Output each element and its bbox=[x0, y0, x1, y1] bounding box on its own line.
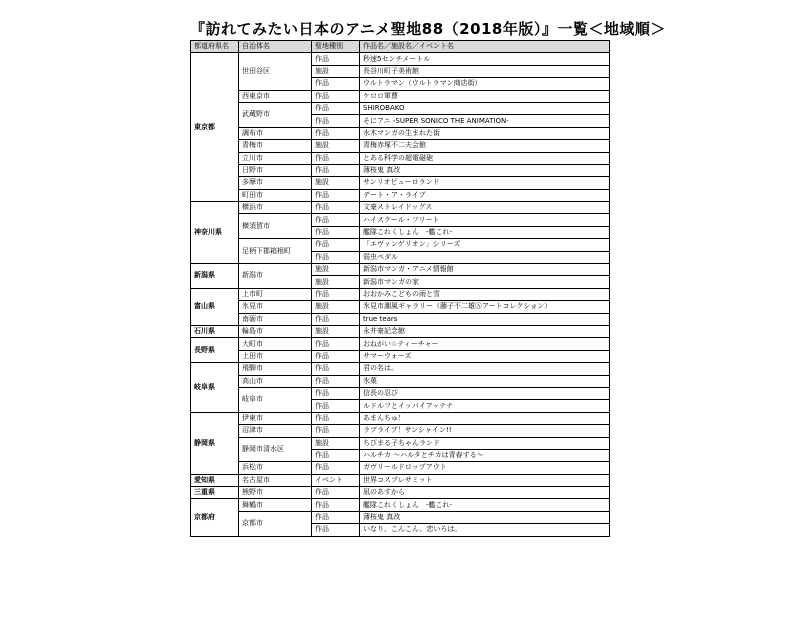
municipality-cell: 沼津市 bbox=[239, 425, 312, 437]
table-row bbox=[191, 387, 610, 399]
municipality-cell: 調布市 bbox=[239, 127, 312, 139]
title-cell: デート・ア・ライブ bbox=[360, 189, 610, 201]
title-cell: 新潟市マンガ・アニメ情報館 bbox=[360, 264, 610, 276]
title-cell: ラブライブ！サンシャイン!! bbox=[360, 425, 610, 437]
type-cell: イベント bbox=[312, 474, 360, 486]
table-row bbox=[191, 214, 610, 226]
title-cell: 君の名は。 bbox=[360, 363, 610, 375]
table-row bbox=[191, 499, 610, 511]
title-cell: 弱虫ペダル bbox=[360, 251, 610, 263]
type-cell: 作品 bbox=[312, 313, 360, 325]
municipality-cell: 伊東市 bbox=[239, 412, 312, 424]
prefecture-cell: 神奈川県 bbox=[191, 202, 239, 264]
table-row bbox=[191, 189, 610, 201]
type-cell: 作品 bbox=[312, 226, 360, 238]
title-cell: サンリオピューロランド bbox=[360, 177, 610, 189]
title-cell: ちびまる子ちゃんランド bbox=[360, 437, 610, 449]
title-cell: 永井豪記念館 bbox=[360, 325, 610, 337]
type-cell: 作品 bbox=[312, 102, 360, 114]
anime-pilgrimage-table bbox=[190, 40, 610, 537]
type-cell: 作品 bbox=[312, 78, 360, 90]
title-cell: 信長の忍び bbox=[360, 387, 610, 399]
municipality-cell: 静岡市清水区 bbox=[239, 437, 312, 462]
prefecture-cell: 新潟県 bbox=[191, 264, 239, 289]
type-cell: 作品 bbox=[312, 363, 360, 375]
type-cell: 作品 bbox=[312, 375, 360, 387]
type-cell: 作品 bbox=[312, 449, 360, 461]
type-cell: 作品 bbox=[312, 251, 360, 263]
municipality-cell: 日野市 bbox=[239, 164, 312, 176]
type-cell: 施設 bbox=[312, 437, 360, 449]
municipality-cell: 大町市 bbox=[239, 338, 312, 350]
municipality-cell: 熊野市 bbox=[239, 487, 312, 499]
type-cell: 施設 bbox=[312, 301, 360, 313]
type-cell: 作品 bbox=[312, 115, 360, 127]
title-cell: 秒速5センチメートル bbox=[360, 53, 610, 65]
table-row bbox=[191, 140, 610, 152]
title-cell: ウルトラマン（ウルトラマン商店街） bbox=[360, 78, 610, 90]
municipality-cell: 京都市 bbox=[239, 511, 312, 536]
type-cell: 作品 bbox=[312, 412, 360, 424]
type-cell: 作品 bbox=[312, 487, 360, 499]
title-cell: ルドルフとイッパイアッテナ bbox=[360, 400, 610, 412]
municipality-cell: 浜松市 bbox=[239, 462, 312, 474]
type-cell: 作品 bbox=[312, 400, 360, 412]
municipality-cell: 西東京市 bbox=[239, 90, 312, 102]
municipality-cell: 新潟市 bbox=[239, 264, 312, 289]
table-row bbox=[191, 474, 610, 486]
municipality-cell: 世田谷区 bbox=[239, 53, 312, 90]
prefecture-cell: 東京都 bbox=[191, 53, 239, 202]
title-cell: おねがい☆ティーチャー bbox=[360, 338, 610, 350]
title-cell: ケロロ軍曹 bbox=[360, 90, 610, 102]
type-cell: 作品 bbox=[312, 127, 360, 139]
municipality-cell: 横須賀市 bbox=[239, 214, 312, 239]
table-row bbox=[191, 127, 610, 139]
type-cell: 施設 bbox=[312, 140, 360, 152]
municipality-cell: 南砺市 bbox=[239, 313, 312, 325]
title-cell: あまんちゅ！ bbox=[360, 412, 610, 424]
municipality-cell: 多摩市 bbox=[239, 177, 312, 189]
table-row bbox=[191, 53, 610, 65]
title-cell: そにアニ -SUPER SONICO THE ANIMATION- bbox=[360, 115, 610, 127]
title-cell: 文豪ストレイドッグス bbox=[360, 202, 610, 214]
type-cell: 作品 bbox=[312, 189, 360, 201]
title-cell: true tears bbox=[360, 313, 610, 325]
municipality-cell: 立川市 bbox=[239, 152, 312, 164]
municipality-cell: 横浜市 bbox=[239, 202, 312, 214]
title-cell: 水木マンガの生まれた街 bbox=[360, 127, 610, 139]
document-title: 『訪れてみたい日本のアニメ聖地88（2018年版）』一覧＜地域順＞ bbox=[190, 20, 666, 38]
type-cell: 作品 bbox=[312, 425, 360, 437]
title-cell: 青梅赤塚不二夫会館 bbox=[360, 140, 610, 152]
table-row bbox=[191, 102, 610, 114]
table-row bbox=[191, 90, 610, 102]
municipality-cell: 名古屋市 bbox=[239, 474, 312, 486]
prefecture-cell: 愛知県 bbox=[191, 474, 239, 486]
title-cell: 「エヴァンゲリオン」シリーズ bbox=[360, 239, 610, 251]
municipality-cell: 足柄下郡箱根町 bbox=[239, 239, 312, 264]
title-cell: サマーウォーズ bbox=[360, 350, 610, 362]
title-cell: おおかみこどもの雨と雪 bbox=[360, 288, 610, 300]
type-cell: 作品 bbox=[312, 90, 360, 102]
municipality-cell: 上田市 bbox=[239, 350, 312, 362]
title-cell: 薄桜鬼 真改 bbox=[360, 511, 610, 523]
table-row bbox=[191, 350, 610, 362]
type-cell: 施設 bbox=[312, 65, 360, 77]
table-row bbox=[191, 288, 610, 300]
type-cell: 作品 bbox=[312, 499, 360, 511]
title-cell: ハルチカ ～ハルタとチカは青春する～ bbox=[360, 449, 610, 461]
title-cell: 氷見市潮風ギャラリー（藤子不二雄Ⓐアートコレクション） bbox=[360, 301, 610, 313]
type-cell: 作品 bbox=[312, 350, 360, 362]
table-row bbox=[191, 425, 610, 437]
table-row bbox=[191, 177, 610, 189]
type-cell: 作品 bbox=[312, 288, 360, 300]
prefecture-cell: 静岡県 bbox=[191, 412, 239, 474]
municipality-cell: 舞鶴市 bbox=[239, 499, 312, 511]
prefecture-cell: 富山県 bbox=[191, 288, 239, 325]
table-row bbox=[191, 301, 610, 313]
table-row bbox=[191, 412, 610, 424]
type-cell: 作品 bbox=[312, 202, 360, 214]
table-header-row bbox=[191, 41, 610, 53]
table-row bbox=[191, 239, 610, 251]
municipality-cell: 武蔵野市 bbox=[239, 102, 312, 127]
header-municipality: 自治体名 bbox=[239, 41, 312, 53]
table-row bbox=[191, 375, 610, 387]
municipality-cell: 輪島市 bbox=[239, 325, 312, 337]
type-cell: 施設 bbox=[312, 177, 360, 189]
table-row bbox=[191, 264, 610, 276]
title-cell: いなり、こんこん、恋いろは。 bbox=[360, 524, 610, 536]
title-cell: とある科学の超電磁砲 bbox=[360, 152, 610, 164]
prefecture-cell: 石川県 bbox=[191, 325, 239, 337]
type-cell: 施設 bbox=[312, 325, 360, 337]
type-cell: 施設 bbox=[312, 276, 360, 288]
type-cell: 作品 bbox=[312, 524, 360, 536]
table-row bbox=[191, 202, 610, 214]
municipality-cell: 上市町 bbox=[239, 288, 312, 300]
title-cell: 世界コスプレサミット bbox=[360, 474, 610, 486]
type-cell: 作品 bbox=[312, 164, 360, 176]
header-prefecture: 都道府県名 bbox=[191, 41, 239, 53]
header-title: 作品名／施設名／イベント名 bbox=[360, 41, 610, 53]
title-cell: 長谷川町子美術館 bbox=[360, 65, 610, 77]
table-row bbox=[191, 313, 610, 325]
municipality-cell: 飛騨市 bbox=[239, 363, 312, 375]
type-cell: 作品 bbox=[312, 152, 360, 164]
title-cell: 艦隊これくしょん -艦これ- bbox=[360, 226, 610, 238]
type-cell: 作品 bbox=[312, 214, 360, 226]
municipality-cell: 町田市 bbox=[239, 189, 312, 201]
table-row bbox=[191, 164, 610, 176]
table-row bbox=[191, 511, 610, 523]
type-cell: 作品 bbox=[312, 387, 360, 399]
prefecture-cell: 岐阜県 bbox=[191, 363, 239, 413]
municipality-cell: 青梅市 bbox=[239, 140, 312, 152]
type-cell: 作品 bbox=[312, 462, 360, 474]
municipality-cell: 高山市 bbox=[239, 375, 312, 387]
title-cell: 凪のあすから bbox=[360, 487, 610, 499]
header-type: 聖地種別 bbox=[312, 41, 360, 53]
title-cell: SHIROBAKO bbox=[360, 102, 610, 114]
type-cell: 作品 bbox=[312, 53, 360, 65]
prefecture-cell: 京都府 bbox=[191, 499, 239, 536]
type-cell: 作品 bbox=[312, 511, 360, 523]
table-row bbox=[191, 363, 610, 375]
table-row bbox=[191, 152, 610, 164]
title-cell: ハイスクール・フリート bbox=[360, 214, 610, 226]
title-cell: 艦隊これくしょん -艦これ- bbox=[360, 499, 610, 511]
table-row bbox=[191, 487, 610, 499]
table-row bbox=[191, 437, 610, 449]
title-cell: 薄桜鬼 真改 bbox=[360, 164, 610, 176]
municipality-cell: 岐阜市 bbox=[239, 387, 312, 412]
municipality-cell: 氷見市 bbox=[239, 301, 312, 313]
type-cell: 作品 bbox=[312, 239, 360, 251]
title-cell: 氷菓 bbox=[360, 375, 610, 387]
table-row bbox=[191, 325, 610, 337]
type-cell: 施設 bbox=[312, 264, 360, 276]
prefecture-cell: 長野県 bbox=[191, 338, 239, 363]
prefecture-cell: 三重県 bbox=[191, 487, 239, 499]
title-cell: ガヴリールドロップアウト bbox=[360, 462, 610, 474]
title-cell: 新潟市マンガの家 bbox=[360, 276, 610, 288]
table-row bbox=[191, 338, 610, 350]
table-row bbox=[191, 462, 610, 474]
type-cell: 作品 bbox=[312, 338, 360, 350]
